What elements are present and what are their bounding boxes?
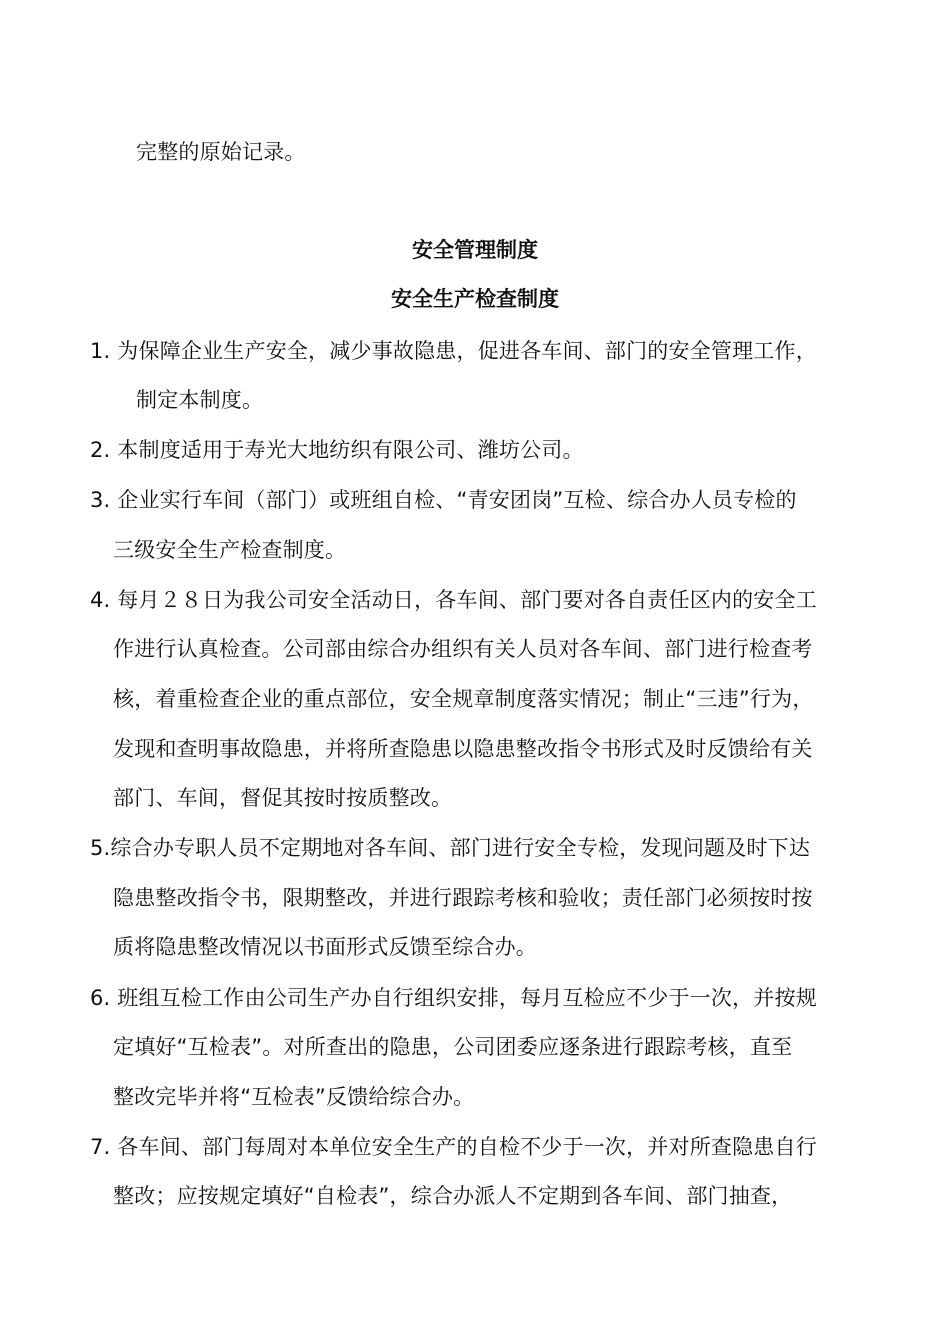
item-4-line-3: 核，着重检查企业的重点部位，安全规章制度落实情况；制止“三违”行为， bbox=[113, 687, 814, 711]
page-title: 安全管理制度 bbox=[412, 238, 538, 262]
item-6-line-3: 整改完毕并将“互检表”反馈给综合办。 bbox=[113, 1085, 475, 1109]
item-7-line-2: 整改；应按规定填好“自检表”，综合办派人不定期到各车间、部门抽查， bbox=[113, 1184, 793, 1208]
item-4-line-5: 部门、车间，督促其按时按质整改。 bbox=[113, 786, 453, 810]
item-3-line-2: 三级安全生产检查制度。 bbox=[113, 538, 347, 562]
item-3-line-1: 3. 企业实行车间（部门）或班组自检、“青安团岗”互检、综合办人员专检的 bbox=[90, 488, 797, 512]
item-4-line-4: 发现和查明事故隐患，并将所查隐患以隐患整改指令书形式及时反馈给有关 bbox=[113, 737, 813, 761]
item-5-line-1: 5.综合办专职人员不定期地对各车间、部门进行安全专检，发现问题及时下达 bbox=[90, 836, 811, 860]
section-title: 安全生产检查制度 bbox=[391, 287, 559, 311]
item-1-line-1: 1. 为保障企业生产安全，减少事故隐患，促进各车间、部门的安全管理工作， bbox=[90, 339, 817, 363]
item-4-line-2: 作进行认真检查。公司部由综合办组织有关人员对各车间、部门进行检查考 bbox=[113, 637, 813, 661]
intro-line: 完整的原始记录。 bbox=[136, 140, 306, 164]
item-7-line-1: 7. 各车间、部门每周对本单位安全生产的自检不少于一次，并对所查隐患自行 bbox=[90, 1135, 817, 1159]
item-4-line-1: 4. 每月２８日为我公司安全活动日，各车间、部门要对各自责任区内的安全工 bbox=[90, 588, 817, 612]
item-5-line-2: 隐患整改指令书，限期整改，并进行跟踪考核和验收；责任部门必须按时按 bbox=[113, 886, 813, 910]
item-2-line-1: 2. 本制度适用于寿光大地纺织有限公司、潍坊公司。 bbox=[90, 438, 584, 462]
item-6-line-2: 定填好“互检表”。对所查出的隐患，公司团委应逐条进行跟踪考核，直至 bbox=[113, 1035, 793, 1059]
item-1-line-2: 制定本制度。 bbox=[136, 388, 264, 412]
item-6-line-1: 6. 班组互检工作由公司生产办自行组织安排，每月互检应不少于一次，并按规 bbox=[90, 986, 817, 1010]
item-5-line-3: 质将隐患整改情况以书面形式反馈至综合办。 bbox=[113, 935, 537, 959]
